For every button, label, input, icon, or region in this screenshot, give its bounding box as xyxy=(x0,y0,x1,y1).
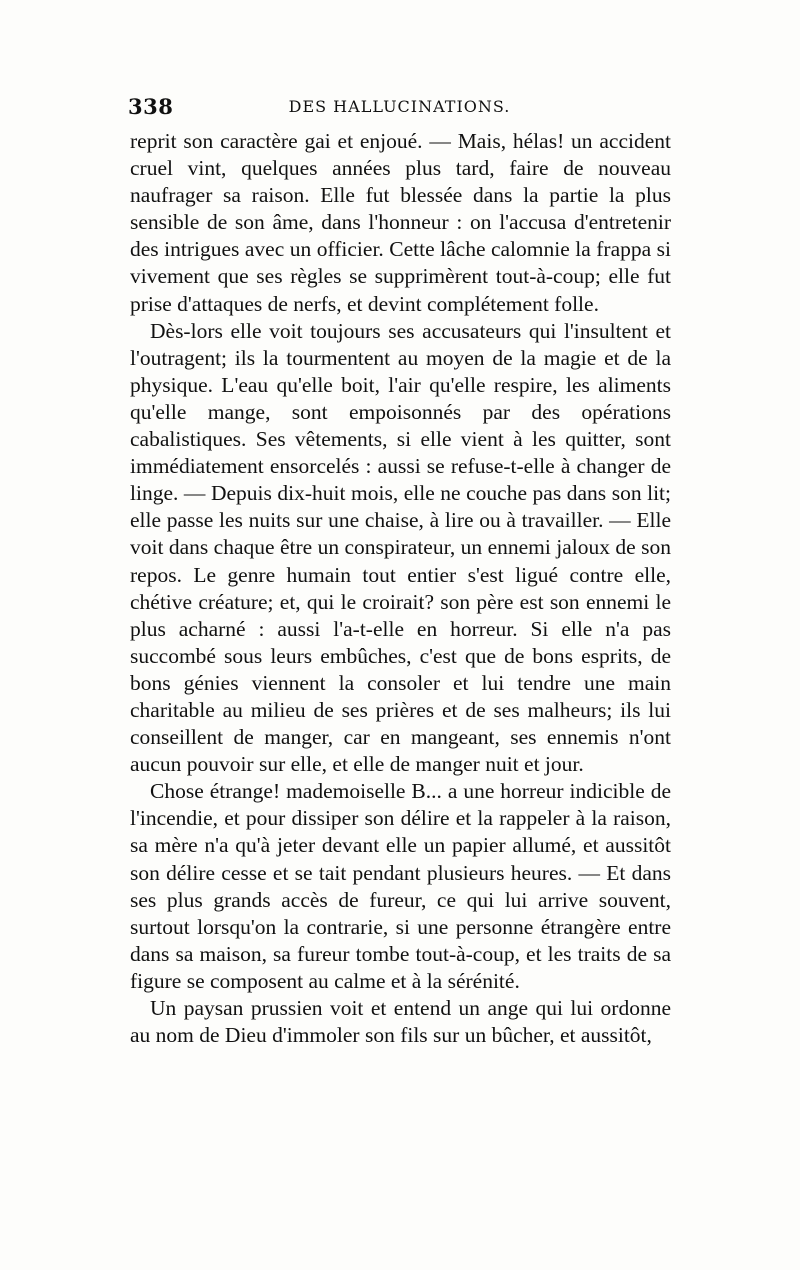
paragraph-3: Chose étrange! mademoiselle B... a une horreur indicible de l'incendie, et pour dissiper son délire et la rappeler à la raison, sa mère n'a qu'à jeter devant elle un papier allumé, et aussitôt son délire cesse et se tait pendant plusieurs heures. — Et dans ses plus grands accès de fureur, ce qui lui arrive souvent, surtout lorsqu'on la contrarie, si une personne étrangère entre dans sa maison, sa fureur tombe tout-à-coup, et les traits de sa figure se composent au calme et à la sérénité. xyxy=(130,779,671,993)
paragraph-1: reprit son caractère gai et enjoué. — Mais, hélas! un accident cruel vint, quelques années plus tard, faire de nouveau naufrager sa raison. Elle fut blessée dans la partie la plus sensible de son âme, dans l'honneur : on l'accusa d'entretenir des intrigues avec un officier. Cette lâche calomnie la frappa si vivement que ses règles se supprimèrent tout-à-coup; elle fut prise d'attaques de nerfs, et devint complétement folle. xyxy=(130,129,671,316)
running-head: DES HALLUCINATIONS. xyxy=(288,97,511,116)
paragraph-4: Un paysan prussien voit et entend un ange qui lui ordonne au nom de Dieu d'immoler son fils sur un bûcher, et aussitôt, xyxy=(130,996,671,1048)
page-header xyxy=(128,94,671,124)
paragraph-2: Dès-lors elle voit toujours ses accusateurs qui l'insultent et l'outragent; ils la tourmentent au moyen de la magie et de la physique. L'eau qu'elle boit, l'air qu'elle respire, les aliments qu'elle mange, sont empoisonnés par des opérations cabalistiques. Ses vêtements, si elle vient à les quitter, sont immédiatement ensorcelés : aussi se refuse-t-elle à changer de linge. — Depuis dix-huit mois, elle ne couche pas dans son lit; elle passe les nuits sur une chaise, à lire ou à travailler. — Elle voit dans chaque être un conspirateur, un ennemi jaloux de son repos. Le genre humain tout entier s'est ligué contre elle, chétive créature; et, qui le croirait? son père est son ennemi le plus acharné : aussi l'a-t-elle en horreur. Si elle n'a pas succombé sous leurs embûches, c'est que de bons esprits, de bons génies viennent la consoler et lui tendre une main charitable au milieu de ses prières et de ses malheurs; ils lui conseillent de manger, car en mangeant, ses ennemis n'ont aucun pouvoir sur elle, et elle de manger nuit et jour. xyxy=(130,318,671,777)
page-number: 338 xyxy=(128,94,174,119)
body-text xyxy=(130,128,671,1049)
